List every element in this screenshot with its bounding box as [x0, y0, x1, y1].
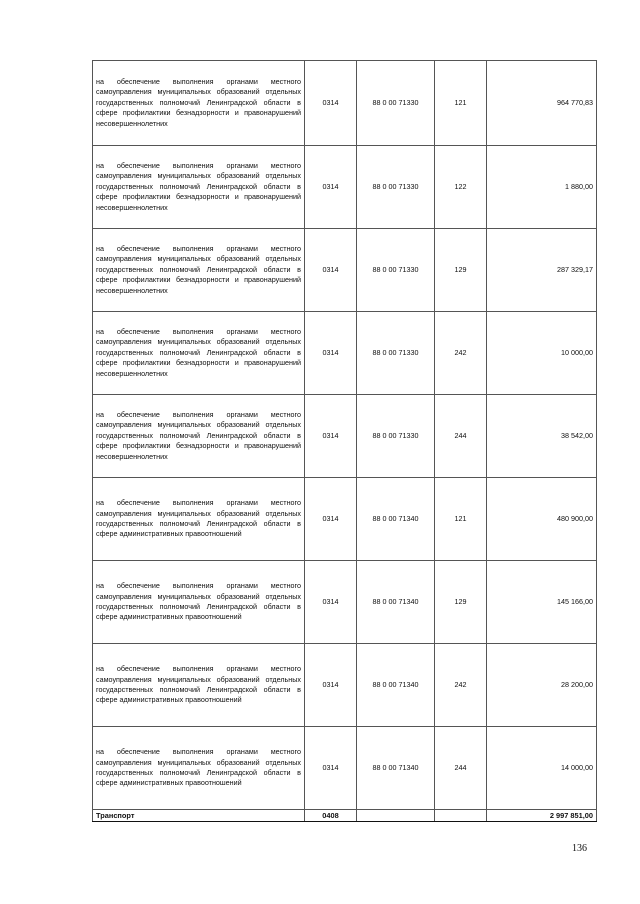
- row-expense-type: 122: [435, 146, 487, 229]
- row-section-code: 0314: [305, 312, 357, 395]
- row-expense-type: 244: [435, 727, 487, 810]
- row-section-code: 0314: [305, 229, 357, 312]
- table-row: [93, 561, 597, 644]
- row-target-code: 88 0 00 71330: [357, 312, 435, 395]
- row-target-code: 88 0 00 71330: [357, 146, 435, 229]
- table-row: [93, 644, 597, 727]
- row-expense-type: 129: [435, 229, 487, 312]
- row-description: на обеспечение выполнения органами местного самоуправления муниципальных образований отдельных государственных полномочий Ленинградской области в сфере профилактики безнадзорности и правонарушений несовершеннолетних: [93, 312, 305, 395]
- row-description: на обеспечение выполнения органами местного самоуправления муниципальных образований отдельных государственных полномочий Ленинградской области в сфере профилактики безнадзорности и правонарушений несовершеннолетних: [93, 146, 305, 229]
- row-amount: 964 770,83: [487, 61, 597, 146]
- total-section-code: 0408: [305, 810, 357, 822]
- row-amount: 1 880,00: [487, 146, 597, 229]
- row-description: на обеспечение выполнения органами местного самоуправления муниципальных образований отдельных государственных полномочий Ленинградской области в сфере административных правоотношений: [93, 727, 305, 810]
- row-description: на обеспечение выполнения органами местного самоуправления муниципальных образований отдельных государственных полномочий Ленинградской области в сфере профилактики безнадзорности и правонарушений несовершеннолетних: [93, 229, 305, 312]
- page-number: 136: [572, 843, 587, 854]
- row-target-code: 88 0 00 71330: [357, 395, 435, 478]
- total-expense-type: [435, 810, 487, 822]
- row-section-code: 0314: [305, 727, 357, 810]
- table-row: [93, 478, 597, 561]
- row-amount: 28 200,00: [487, 644, 597, 727]
- table-row: [93, 146, 597, 229]
- row-section-code: 0314: [305, 561, 357, 644]
- row-section-code: 0314: [305, 478, 357, 561]
- row-expense-type: 121: [435, 478, 487, 561]
- row-description: на обеспечение выполнения органами местного самоуправления муниципальных образований отдельных государственных полномочий Ленинградской области в сфере административных правоотношений: [93, 478, 305, 561]
- row-amount: 38 542,00: [487, 395, 597, 478]
- row-expense-type: 244: [435, 395, 487, 478]
- row-target-code: 88 0 00 71340: [357, 727, 435, 810]
- row-description: на обеспечение выполнения органами местного самоуправления муниципальных образований отдельных государственных полномочий Ленинградской области в сфере профилактики безнадзорности и правонарушений несовершеннолетних: [93, 395, 305, 478]
- row-description: на обеспечение выполнения органами местного самоуправления муниципальных образований отдельных государственных полномочий Ленинградской области в сфере административных правоотношений: [93, 561, 305, 644]
- total-label: Транспорт: [93, 810, 305, 822]
- row-amount: 145 166,00: [487, 561, 597, 644]
- budget-table: [92, 60, 597, 822]
- row-description: на обеспечение выполнения органами местного самоуправления муниципальных образований отдельных государственных полномочий Ленинградской области в сфере административных правоотношений: [93, 644, 305, 727]
- row-expense-type: 121: [435, 61, 487, 146]
- row-target-code: 88 0 00 71330: [357, 61, 435, 146]
- row-target-code: 88 0 00 71340: [357, 644, 435, 727]
- row-target-code: 88 0 00 71340: [357, 561, 435, 644]
- row-section-code: 0314: [305, 61, 357, 146]
- total-row: [93, 810, 597, 822]
- row-amount: 10 000,00: [487, 312, 597, 395]
- row-amount: 14 000,00: [487, 727, 597, 810]
- row-target-code: 88 0 00 71330: [357, 229, 435, 312]
- row-target-code: 88 0 00 71340: [357, 478, 435, 561]
- table-row: [93, 61, 597, 146]
- table-row: [93, 727, 597, 810]
- row-expense-type: 129: [435, 561, 487, 644]
- table-row: [93, 395, 597, 478]
- row-section-code: 0314: [305, 395, 357, 478]
- table-row: [93, 229, 597, 312]
- total-amount: 2 997 851,00: [487, 810, 597, 822]
- row-description: на обеспечение выполнения органами местного самоуправления муниципальных образований отдельных государственных полномочий Ленинградской области в сфере профилактики безнадзорности и правонарушений несовершеннолетних: [93, 61, 305, 146]
- row-section-code: 0314: [305, 644, 357, 727]
- table-row: [93, 312, 597, 395]
- total-target-code: [357, 810, 435, 822]
- row-amount: 287 329,17: [487, 229, 597, 312]
- row-amount: 480 900,00: [487, 478, 597, 561]
- row-section-code: 0314: [305, 146, 357, 229]
- row-expense-type: 242: [435, 644, 487, 727]
- row-expense-type: 242: [435, 312, 487, 395]
